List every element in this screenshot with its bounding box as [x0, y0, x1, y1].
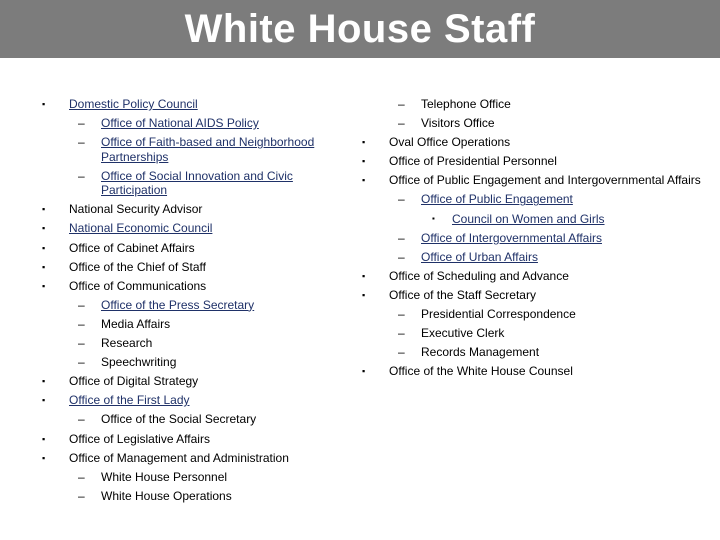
org-list-right-column — [355, 97, 707, 383]
list-item — [355, 326, 707, 341]
bullet-marker: ▪ — [362, 175, 366, 186]
org-label: Office of Management and Administration — [69, 450, 289, 465]
list-item — [355, 307, 707, 322]
org-label: Office of the Social Secretary — [101, 412, 257, 427]
bullet-marker: ▪ — [42, 433, 46, 444]
list-item — [355, 135, 707, 150]
bullet-marker: ▪ — [42, 395, 46, 406]
bullet-marker: ▪ — [42, 242, 46, 253]
org-label: Speechwriting — [101, 355, 177, 370]
org-label: Office of the Chief of Staff — [69, 259, 206, 274]
org-link[interactable]: Domestic Policy Council — [69, 97, 198, 111]
org-label: Media Affairs — [101, 316, 171, 331]
org-label: Office of Presidential Personnel — [389, 154, 557, 169]
list-item — [355, 269, 707, 284]
org-label: Records Management — [421, 345, 540, 360]
dash-marker: – — [398, 345, 405, 360]
org-label: Office of Cabinet Affairs — [69, 240, 195, 255]
bullet-marker: ▪ — [362, 366, 366, 377]
bullet-marker: ▪ — [42, 204, 46, 215]
list-item — [35, 221, 353, 236]
dash-marker: – — [78, 336, 85, 351]
dash-marker: – — [78, 135, 85, 150]
dash-marker: – — [398, 307, 405, 322]
list-item — [355, 288, 707, 303]
list-item — [35, 279, 353, 294]
bullet-marker: ▪ — [362, 137, 366, 148]
list-item — [35, 355, 353, 370]
bullet-marker: ▪ — [42, 452, 46, 463]
org-label: Oval Office Operations — [389, 135, 511, 150]
dash-marker: – — [78, 316, 85, 331]
dash-marker: – — [398, 230, 405, 245]
org-link[interactable]: National Economic Council — [69, 221, 213, 236]
list-item — [355, 154, 707, 169]
bullet-marker: ▪ — [362, 156, 366, 167]
org-label: Office of Communications — [69, 278, 207, 293]
dash-marker: – — [78, 488, 85, 503]
list-item — [355, 250, 707, 265]
org-link[interactable]: Office of Social Innovation and Civic Participation — [101, 168, 293, 198]
list-item — [35, 432, 353, 447]
org-link[interactable]: Office of National AIDS Policy — [101, 116, 259, 131]
list-item — [35, 412, 353, 427]
list-item — [35, 202, 353, 217]
list-item — [35, 116, 353, 131]
org-link[interactable]: Office of the First Lady — [69, 393, 190, 408]
org-list-left-column — [35, 97, 353, 508]
dash-marker: – — [78, 116, 85, 131]
slide-header — [0, 0, 720, 58]
org-link[interactable]: Office of Faith-based and Neighborhood Partnerships — [101, 135, 315, 164]
org-label: Office of the Staff Secretary — [389, 287, 536, 302]
org-label: Executive Clerk — [421, 326, 505, 341]
org-label: White House Personnel — [101, 469, 228, 484]
dash-marker: – — [398, 97, 405, 111]
bullet-marker: ▪ — [42, 223, 46, 234]
bullet-marker: ▪ — [432, 213, 435, 223]
org-label: Office of Scheduling and Advance — [389, 268, 569, 283]
dash-marker: – — [398, 249, 405, 264]
org-label: Office of Legislative Affairs — [69, 431, 210, 446]
slide-title: White House Staff — [184, 6, 536, 51]
list-item — [35, 260, 353, 275]
list-item — [35, 470, 353, 485]
list-item — [35, 97, 353, 112]
list-item — [355, 116, 707, 131]
org-label: Telephone Office — [421, 97, 511, 111]
bullet-marker: ▪ — [362, 289, 366, 300]
dash-marker: – — [78, 297, 85, 312]
bullet-marker: ▪ — [42, 376, 46, 387]
list-item — [355, 212, 707, 227]
dash-marker: – — [398, 192, 405, 207]
dash-marker: – — [398, 116, 405, 131]
list-item — [355, 192, 707, 207]
dash-marker: – — [78, 355, 85, 370]
list-item — [35, 374, 353, 389]
org-link[interactable]: Office of Public Engagement — [421, 192, 573, 207]
org-label: Presidential Correspondence — [421, 307, 576, 322]
list-item — [355, 97, 707, 112]
org-link[interactable]: Council on Women and Girls — [452, 211, 605, 226]
org-label: Office of the White House Counsel — [389, 364, 573, 379]
bullet-marker: ▪ — [42, 280, 46, 291]
dash-marker: – — [78, 168, 85, 183]
list-item — [355, 173, 707, 188]
org-link[interactable]: Office of Intergovernmental Affairs — [421, 230, 602, 245]
org-label: Visitors Office — [421, 116, 495, 131]
list-item — [35, 298, 353, 313]
list-item — [355, 231, 707, 246]
org-link[interactable]: Office of Urban Affairs — [421, 249, 538, 264]
bullet-marker: ▪ — [362, 270, 366, 281]
list-item — [355, 364, 707, 379]
org-link[interactable]: Office of the Press Secretary — [101, 297, 255, 312]
dash-marker: – — [78, 469, 85, 484]
dash-marker: – — [398, 326, 405, 341]
dash-marker: – — [78, 412, 85, 427]
list-item — [35, 317, 353, 332]
org-label: National Security Advisor — [69, 202, 203, 217]
list-item — [35, 336, 353, 351]
list-item — [35, 135, 353, 164]
list-item — [35, 393, 353, 408]
bullet-marker: ▪ — [42, 261, 46, 272]
list-item — [355, 345, 707, 360]
bullet-marker: ▪ — [42, 99, 46, 109]
org-label: Office of Public Engagement and Intergovernmental Affairs — [389, 173, 701, 188]
list-item — [35, 169, 353, 198]
list-item — [35, 241, 353, 256]
list-item — [35, 489, 353, 504]
org-label: White House Operations — [101, 488, 232, 503]
org-label: Office of Digital Strategy — [69, 374, 199, 389]
list-item — [35, 451, 353, 466]
org-label: Research — [101, 336, 153, 351]
